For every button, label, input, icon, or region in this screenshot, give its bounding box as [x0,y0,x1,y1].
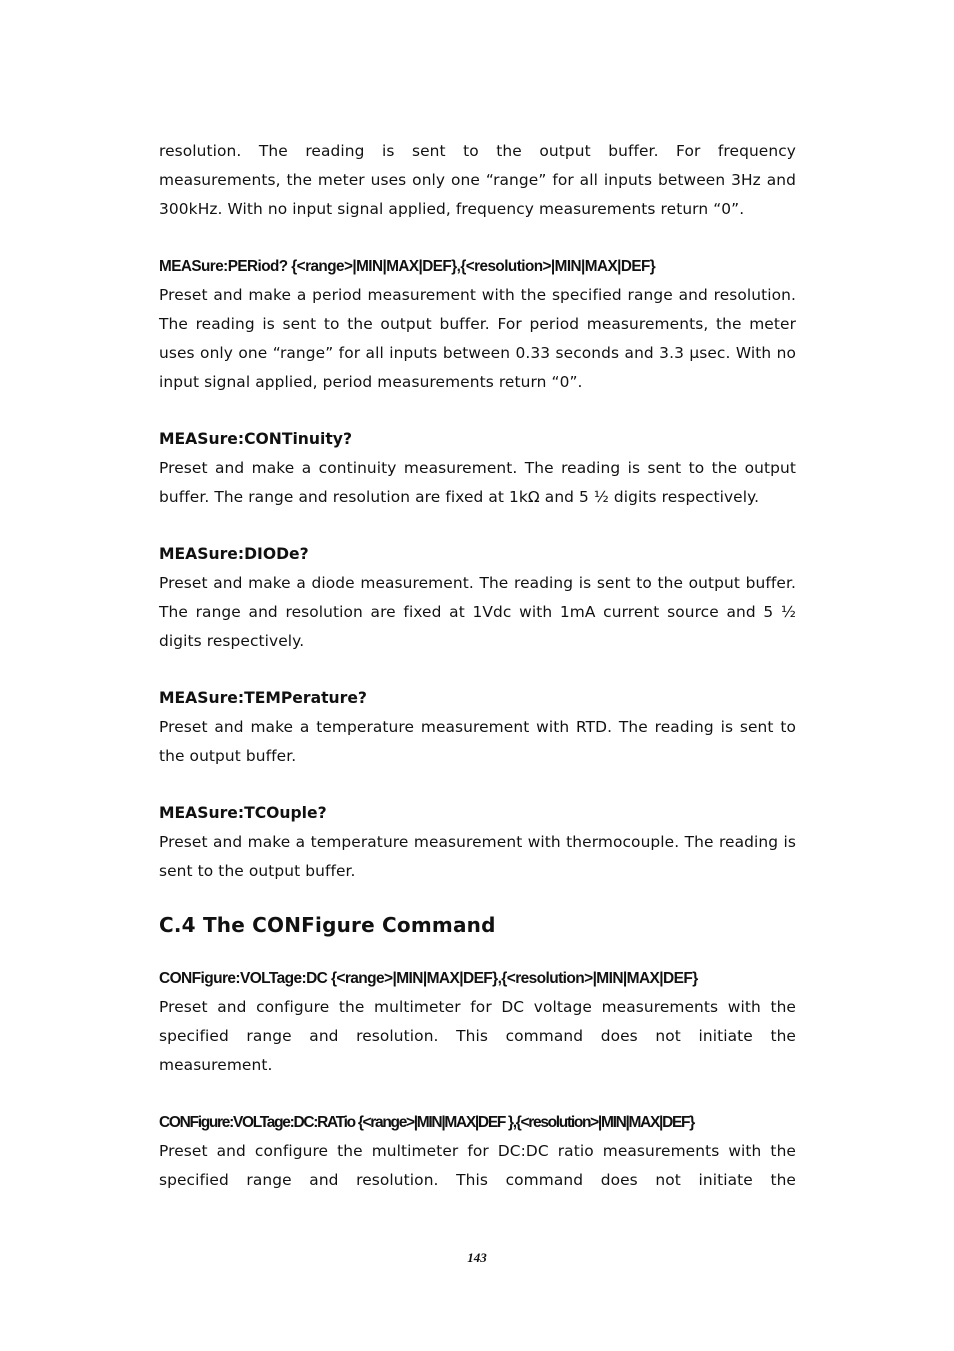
command-measure-temperature: MEASure:TEMPerature? [159,689,367,707]
description-measure-temperature: Preset and make a temperature measurement with RTD. The reading is sent to the output buffer. [159,718,796,765]
description-configure-voltage-dc: Preset and configure the multimeter for DC voltage measurements with the specified range and resolution. This command does not initiate the measurement. [159,998,796,1074]
command-configure-voltage-dc: CONFigure:VOLTage:DC {<range>|MIN|MAX|DEF},{<resolution>|MIN|MAX|DEF} [159,970,698,987]
command-configure-voltage-dc-ratio: CONFigure:VOLTage:DC:RATio {<range>|MIN|MAX|DEF },{<resolution>|MIN|MAX|DEF} [159,1114,694,1131]
description-measure-period: Preset and make a period measurement with the specified range and resolution. The reading is sent to the output buffer. For period measurements, the meter uses only one “range” for all inputs between 0.33 seconds and 3.3 μsec. With no input signal applied, period measurements return “0”. [159,286,796,391]
page-number: 143 [467,1250,487,1265]
description-measure-diode: Preset and make a diode measurement. The reading is sent to the output buffer. The range and resolution are fixed at 1Vdc with 1mA current source and 5 ½ digits respectively. [159,574,796,650]
command-measure-period: MEASure:PERiod? {<range>|MIN|MAX|DEF},{<resolution>|MIN|MAX|DEF} [159,258,656,275]
command-measure-diode: MEASure:DIODe? [159,545,309,563]
description-measure-continuity: Preset and make a continuity measurement. The reading is sent to the output buffer. The range and resolution are fixed at 1kΩ and 5 ½ digits respectively. [159,459,796,506]
section-heading: C.4 The CONFigure Command [159,913,496,937]
command-measure-tcouple: MEASure:TCOuple? [159,804,327,822]
description-measure-tcouple: Preset and make a temperature measurement with thermocouple. The reading is sent to the output buffer. [159,833,796,880]
intro-paragraph: resolution. The reading is sent to the output buffer. For frequency measurements, the meter uses only one “range” for all inputs between 3Hz and 300kHz. With no input signal applied, frequency measurements return “0”. [159,142,796,218]
description-configure-voltage-dc-ratio: Preset and configure the multimeter for DC:DC ratio measurements with the specified range and resolution. This command does not initiate the [159,1142,796,1189]
page-content [159,137,796,1195]
command-measure-continuity: MEASure:CONTinuity? [159,430,353,448]
